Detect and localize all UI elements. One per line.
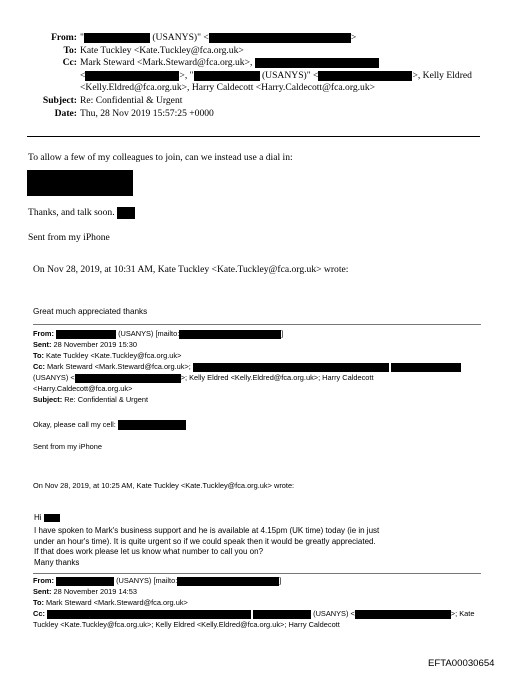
quote2-line2: under an hour's time). It is quite urgent so if we could speak then it would be greatly appreciated. (34, 536, 376, 546)
quote1-divider (33, 324, 481, 325)
quote1-cc-row: Cc: Mark Steward <Mark.Steward@fca.org.uk>; (33, 362, 461, 372)
redaction-box (84, 33, 150, 43)
quote1-text: Great much appreciated thanks (33, 307, 148, 316)
date-value: Thu, 28 Nov 2019 15:57:25 +0000 (80, 107, 214, 119)
header-cc-row3 (0, 82, 512, 95)
quote1-sent-iphone: Sent from my iPhone (33, 442, 103, 451)
redaction-box (318, 71, 412, 81)
quote1-intro: On Nov 28, 2019, at 10:25 AM, Kate Tuckley <Kate.Tuckley@fca.org.uk> wrote: (33, 481, 295, 490)
quote2-line1: I have spoken to Mark's business support and he is available at 4.15pm (UK time) today (ie in just (34, 526, 380, 535)
header-from-row (0, 32, 512, 45)
redaction-box (27, 170, 133, 196)
redaction-box (56, 330, 116, 339)
quote2-to-row: To: Mark Steward <Mark.Steward@fca.org.uk> (33, 598, 188, 607)
redaction-box (117, 207, 135, 219)
redaction-box (85, 71, 179, 81)
header-to-row (0, 45, 512, 58)
quote2-sent-row: Sent: 28 November 2019 14:53 (33, 587, 137, 596)
cc-label: Cc: (62, 57, 77, 69)
from-label: From: (51, 32, 77, 43)
body-line1: To allow a few of my colleagues to join, can we instead use a dial in: (28, 152, 293, 163)
quote2-line4: Many thanks (34, 557, 80, 567)
quote2-from-row: From: (USANYS) [mailto: ] (33, 576, 282, 585)
body-sent-line: Sent from my iPhone (28, 232, 110, 243)
quote1-cc-row3: <Harry.Caldecott@fca.org.uk> (33, 384, 133, 393)
redaction-box (44, 514, 60, 522)
subject-label: Subject: (42, 94, 77, 106)
quote2-cc-row: Cc: (USANYS) < >; Kate (33, 609, 475, 618)
subject-value: Re: Confidential & Urgent (80, 94, 183, 106)
quote2-line3: If that does work please let us know what number to call you on? (34, 547, 264, 557)
header-subject-row (0, 95, 512, 108)
body-thanks-line: Thanks, and talk soon. (28, 207, 135, 219)
redaction-box (179, 330, 281, 339)
quote1-to-row: To: Kate Tuckley <Kate.Tuckley@fca.org.uk> (33, 351, 182, 360)
cc-value-line1: Mark Steward <Mark.Steward@fca.org.uk>, (80, 57, 379, 70)
from-value: " (USANYS)" < > (80, 32, 357, 43)
redaction-box (253, 610, 311, 619)
header-divider (27, 136, 480, 137)
redaction-box (255, 58, 379, 68)
redaction-box (47, 610, 251, 619)
cc-value-line2: < >, " (USANYS)" < >, Kelly Eldred (80, 69, 472, 81)
email-header (0, 32, 512, 120)
document-id: EFTA00030654 (428, 658, 495, 669)
redaction-box (391, 363, 461, 372)
redaction-box (177, 577, 279, 586)
quote1-sent-row: Sent: 28 November 2019 15:30 (33, 340, 137, 349)
redaction-box (194, 71, 260, 81)
to-value: Kate Tuckley <Kate.Tuckley@fca.org.uk> (80, 44, 244, 56)
body-quote-intro: On Nov 28, 2019, at 10:31 AM, Kate Tuckley <Kate.Tuckley@fca.org.uk> wrote: (33, 264, 349, 275)
cc-value-line3: <Kelly.Eldred@fca.org.uk>, Harry Caldecott <Harry.Caldecott@fca.org.uk> (80, 82, 376, 94)
redaction-box (56, 577, 114, 586)
redaction-box (193, 363, 389, 372)
redaction-box (209, 33, 351, 43)
quote2-hi-line: Hi (34, 513, 60, 523)
date-label: Date: (54, 107, 77, 119)
redaction-box (75, 374, 181, 383)
quote2-message (34, 526, 379, 568)
quote1-subject-row: Subject: Re: Confidential & Urgent (33, 395, 149, 404)
header-cc-row (0, 57, 512, 70)
redaction-box (118, 420, 186, 430)
header-cc-row2 (0, 70, 512, 83)
quote2-cc-row2: Tuckley <Kate.Tuckley@fca.org.uk>; Kelly Eldred <Kelly.Eldred@fca.org.uk>; Harry Caldecott (33, 620, 340, 629)
quote2-divider (33, 573, 481, 574)
quote1-okay-line: Okay, please call my cell: (33, 420, 186, 430)
header-date-row (0, 108, 512, 121)
quote1-cc-row2: (USANYS) < >; Kelly Eldred <Kelly.Eldred@fca.org.uk>; Harry Caldecott (33, 373, 374, 382)
to-label: To: (63, 44, 77, 56)
quote1-from-row: From: (USANYS) [mailto: ] (33, 329, 284, 338)
redaction-box (355, 610, 451, 619)
